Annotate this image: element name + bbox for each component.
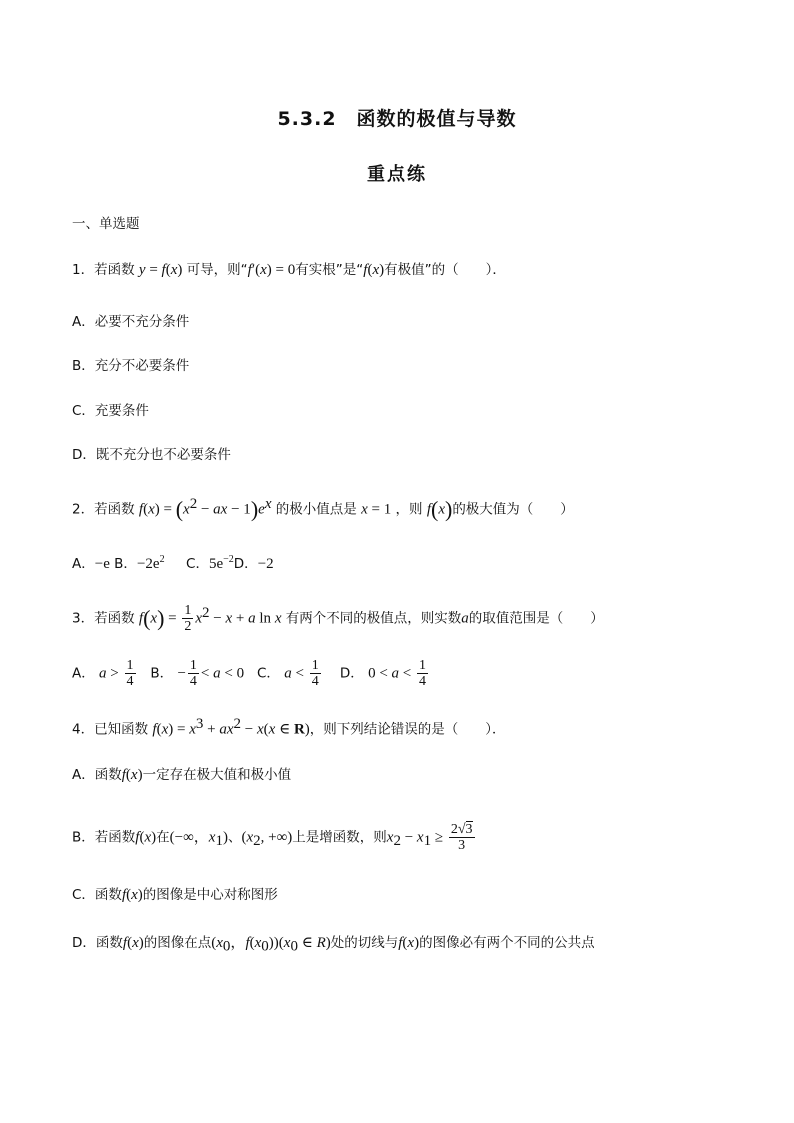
question-4-option-c: C．函数f(x)的图像是中心对称图形 (72, 887, 278, 903)
question-4-option-d: D．函数f(x)的图像在点($x_0$，$f(x_0))(x_0$ ∈ R)处的切线与f(x)的图像必有两个不同的公共点 (72, 935, 595, 955)
q2-option-d-value: −2 (257, 556, 274, 572)
q4-option-a-text: A．函数 (72, 767, 122, 783)
q2-option-a-label: A． (72, 556, 95, 572)
formula-x-eq-1: x (361, 501, 368, 518)
question-1: 1．若函数 y = f(x) 可导，则“f′(x) = 0有实根”是“f(x)有极值”的（ ）． (72, 262, 506, 278)
q4-option-b-text-4: 上是增函数，则 (292, 829, 387, 846)
formula-fx-q2: f (426, 501, 431, 518)
question-2-prefix: 2．若函数 (72, 501, 135, 518)
question-3-prefix: 3．若函数 (72, 610, 135, 627)
question-4-option-a: A．函数f(x)一定存在极大值和极小值 (72, 767, 292, 783)
q3-option-a-label: A． (72, 665, 95, 682)
q4-option-d-text-4: 的图像必有两个不同的公共点 (419, 935, 595, 951)
question-1-option-c: C．充要条件 (72, 403, 149, 419)
question-1-option-b: B．充分不必要条件 (72, 358, 190, 374)
q2-option-d-label: D． (233, 556, 258, 572)
q3-option-b-value: − (177, 665, 186, 682)
question-4-text-a: ，则下列结论错误的是（ ）． (309, 721, 506, 738)
question-1-option-d: D．既不充分也不必要条件 (72, 447, 231, 463)
q3-option-d-label: D． (339, 665, 364, 682)
formula-q2-function: f (138, 501, 144, 518)
q2-option-b-value: $-2e^2$ (136, 554, 165, 572)
question-3-text-b: 的取值范围是（ ） (468, 610, 604, 627)
page-title: 5.3.2 函数的极值与导数 (277, 108, 517, 130)
q2-option-c-value: $5e^{-2}$ (208, 554, 234, 572)
formula-y-eq-fx: y (138, 262, 146, 278)
question-3-options: A． a > $\frac{1}{4}$ B． − $\frac{1}{4}$ < a < 0 C． a < $\frac{1}{4}$ D． 0 < a < $\frac{1}{4}$ (72, 658, 426, 689)
section-label: 一、单选题 (72, 216, 140, 232)
q3-option-c-label: C． (256, 665, 280, 682)
q2-option-c-label: C． (186, 556, 209, 572)
question-2: 2．若函数 $f(x) = (x^2$ − ax − $1)e^x$ 的极小值点是 x = 1 ，则 f(x)的极大值为（ ） (72, 496, 574, 522)
formula-fprime-zero: f (247, 262, 252, 278)
q4-option-c-text-2: 的图像是中心对称图形 (142, 887, 278, 903)
question-1-text-c: 有极值”的（ ）． (384, 262, 506, 278)
question-2-text-a: 的极小值点是 (275, 501, 357, 518)
formula-fx: f (363, 262, 368, 278)
q4-option-d-text-3: 处的切线与 (330, 935, 399, 951)
q3-option-a-value: a (99, 665, 107, 682)
q4-option-b-text-2: 在 (156, 829, 170, 846)
question-1-text-b: 有实根”是“ (295, 262, 364, 278)
formula-a: a (461, 610, 469, 627)
question-1-text-a: 可导，则“ (186, 262, 248, 278)
question-2-options (72, 550, 274, 574)
question-1-prefix: 1．若函数 (72, 262, 135, 278)
question-1-option-a: A．必要不充分条件 (72, 314, 190, 330)
q2-option-b-label: B． (114, 556, 137, 572)
formula-q3-function: f (138, 610, 144, 627)
q4-option-d-text-2: 的图像在点 (143, 935, 212, 951)
q4-option-b-text: B．若函数 (72, 829, 136, 846)
q4-option-d-text: D．函数 (72, 935, 123, 951)
q4-option-b-text-3: 、 (227, 829, 242, 846)
q4-option-c-text: C．函数 (72, 887, 122, 903)
question-2-text-b: ，则 (395, 501, 423, 518)
q2-option-a-value: −e (94, 556, 110, 572)
page-subtitle: 重点练 (367, 164, 427, 185)
question-4-prefix: 4．已知函数 (72, 721, 149, 738)
formula-q4-function: f (152, 721, 157, 738)
question-3: 3．若函数 f(x) = $\frac{1}{2}$ $x^2 - x + a$ ln x 有两个不同的极值点，则实数a的取值范围是（ ） (72, 603, 604, 634)
question-4-option-b: B．若函数f(x)在(−∞，$x_1$)、($x_2$, +∞)上是增函数，则$x_2 - x_1$ ≥ $\frac{2√3}{3}$ (72, 822, 473, 853)
q3-option-c-value: a (284, 665, 292, 682)
q3-option-b-label: B． (150, 665, 174, 682)
q4-option-a-text-2: 一定存在极大值和极小值 (142, 767, 292, 783)
question-4: 4．已知函数 $f(x) = x^3 + ax^2 - x(x$ ∈ R)，则下列结论错误的是（ ）． (72, 716, 506, 738)
q3-option-d-value: 0 < (368, 665, 392, 682)
question-3-text-a: 有两个不同的极值点，则实数 (285, 610, 462, 627)
question-2-text-c: 的极大值为（ ） (452, 501, 574, 518)
